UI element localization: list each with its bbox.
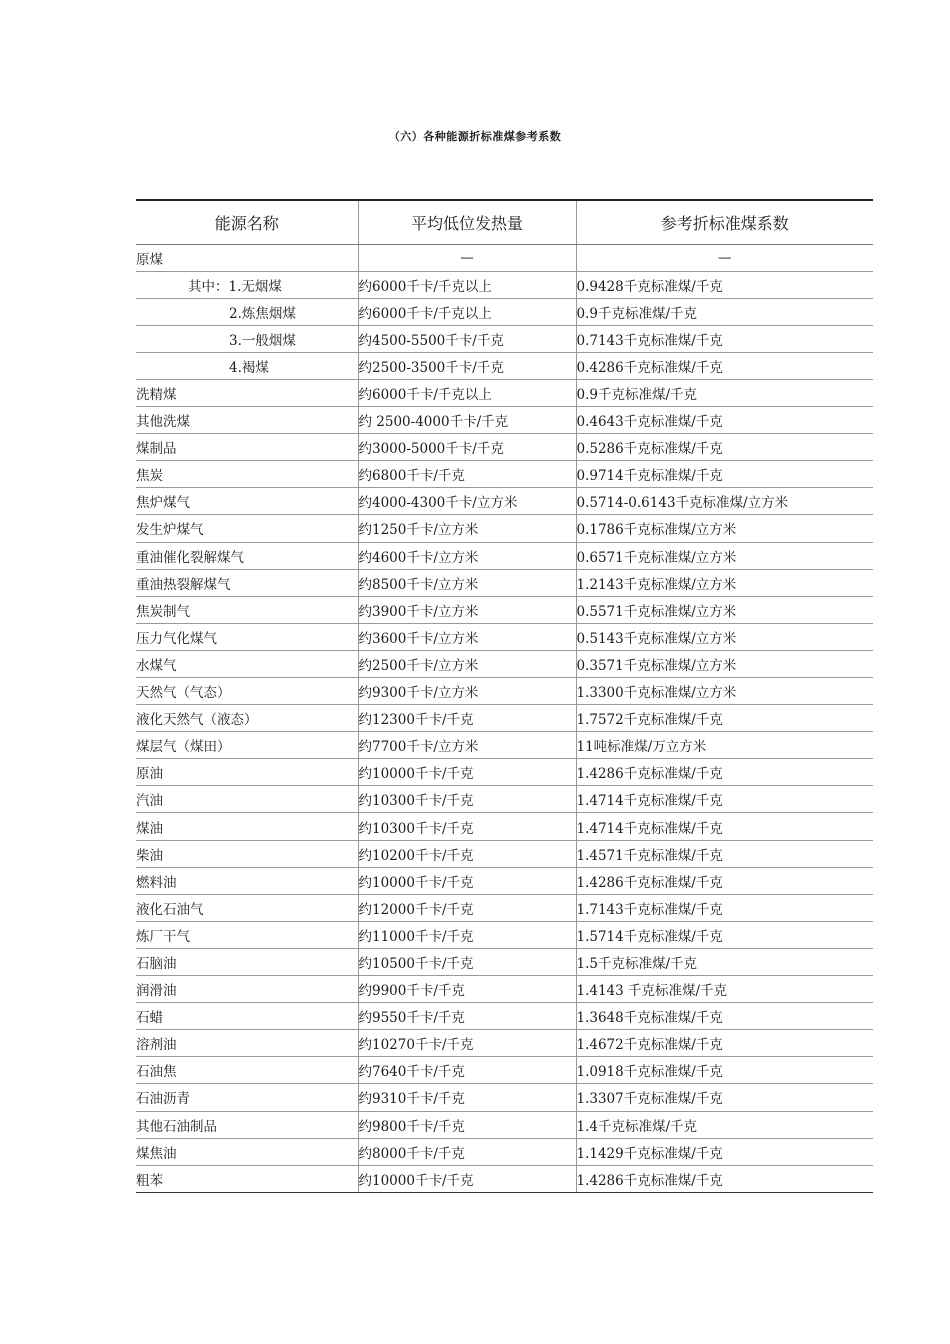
- heat-value-cell: —: [358, 244, 576, 271]
- energy-name-cell: 焦炉煤气: [136, 488, 358, 515]
- energy-name-cell: 压力气化煤气: [136, 623, 358, 650]
- heat-value-cell: 约10200千卡/千克: [358, 840, 576, 867]
- coal-coefficient-cell: 1.4286千克标准煤/千克: [576, 759, 873, 786]
- header-coal-coefficient: 参考折标准煤系数: [576, 200, 873, 244]
- heat-value-cell: 约9800千卡/千克: [358, 1111, 576, 1138]
- table-row: [136, 786, 873, 813]
- table-row: [136, 1138, 873, 1165]
- coal-coefficient-cell: 1.1429千克标准煤/千克: [576, 1138, 873, 1165]
- table-row: [136, 1003, 873, 1030]
- energy-name-cell: 洗精煤: [136, 379, 358, 406]
- table-row: [136, 705, 873, 732]
- coal-coefficient-cell: 1.4143 千克标准煤/千克: [576, 976, 873, 1003]
- coal-coefficient-cell: 1.0918千克标准煤/千克: [576, 1057, 873, 1084]
- heat-value-cell: 约6000千卡/千克以上: [358, 379, 576, 406]
- energy-name-cell: 重油催化裂解煤气: [136, 542, 358, 569]
- table-row: [136, 976, 873, 1003]
- coal-coefficient-cell: 0.5714-0.6143千克标准煤/立方米: [576, 488, 873, 515]
- coal-coefficient-cell: 0.9千克标准煤/千克: [576, 379, 873, 406]
- coal-coefficient-cell: 0.5286千克标准煤/千克: [576, 434, 873, 461]
- table-row: [136, 298, 873, 325]
- coal-coefficient-cell: 0.6571千克标准煤/立方米: [576, 542, 873, 569]
- heat-value-cell: 约10500千卡/千克: [358, 948, 576, 975]
- energy-name-cell: 粗苯: [136, 1165, 358, 1192]
- table-row: [136, 894, 873, 921]
- page-title: （六）各种能源折标准煤参考系数: [388, 130, 562, 143]
- energy-name-cell: 石脑油: [136, 948, 358, 975]
- energy-name-cell: 煤层气（煤田）: [136, 732, 358, 759]
- coal-coefficient-cell: 0.7143千克标准煤/千克: [576, 325, 873, 352]
- heat-value-cell: 约10000千卡/千克: [358, 867, 576, 894]
- table-row: [136, 921, 873, 948]
- heat-value-cell: 约10300千卡/千克: [358, 786, 576, 813]
- coal-coefficient-cell: 1.4714千克标准煤/千克: [576, 786, 873, 813]
- coal-coefficient-cell: 0.4286千克标准煤/千克: [576, 352, 873, 379]
- heat-value-cell: 约10000千卡/千克: [358, 759, 576, 786]
- energy-name-cell: 煤油: [136, 813, 358, 840]
- energy-name-cell: 3.一般烟煤: [136, 325, 358, 352]
- heat-value-cell: 约10000千卡/千克: [358, 1165, 576, 1192]
- table-row: [136, 325, 873, 352]
- heat-value-cell: 约1250千卡/立方米: [358, 515, 576, 542]
- energy-name-cell: 石油沥青: [136, 1084, 358, 1111]
- energy-name-cell: 煤焦油: [136, 1138, 358, 1165]
- energy-name-cell: 石油焦: [136, 1057, 358, 1084]
- heat-value-cell: 约8500千卡/立方米: [358, 569, 576, 596]
- heat-value-cell: 约6800千卡/千克: [358, 461, 576, 488]
- table-row: [136, 271, 873, 298]
- header-heat-value: 平均低位发热量: [358, 200, 576, 244]
- table-row: [136, 379, 873, 406]
- coal-coefficient-cell: 1.4672千克标准煤/千克: [576, 1030, 873, 1057]
- heat-value-cell: 约10270千卡/千克: [358, 1030, 576, 1057]
- table-row: [136, 650, 873, 677]
- coal-coefficient-cell: 1.5714千克标准煤/千克: [576, 921, 873, 948]
- coal-coefficient-cell: 0.9714千克标准煤/千克: [576, 461, 873, 488]
- table-row: [136, 1165, 873, 1192]
- table-row: [136, 948, 873, 975]
- coal-coefficient-cell: 1.2143千克标准煤/立方米: [576, 569, 873, 596]
- coal-coefficient-cell: 1.7572千克标准煤/千克: [576, 705, 873, 732]
- heat-value-cell: 约7700千卡/立方米: [358, 732, 576, 759]
- heat-value-cell: 约4500-5500千卡/千克: [358, 325, 576, 352]
- coal-coefficient-cell: 0.5143千克标准煤/立方米: [576, 623, 873, 650]
- heat-value-cell: 约7640千卡/千克: [358, 1057, 576, 1084]
- heat-value-cell: 约9310千卡/千克: [358, 1084, 576, 1111]
- header-energy-name: 能源名称: [136, 200, 358, 244]
- energy-name-cell: 发生炉煤气: [136, 515, 358, 542]
- coal-coefficient-cell: 0.9428千克标准煤/千克: [576, 271, 873, 298]
- coal-coefficient-cell: 0.5571千克标准煤/立方米: [576, 596, 873, 623]
- table-row: [136, 1084, 873, 1111]
- table-row: [136, 461, 873, 488]
- heat-value-cell: 约 2500-4000千卡/千克: [358, 407, 576, 434]
- table-row: [136, 569, 873, 596]
- table-row: [136, 407, 873, 434]
- coal-coefficient-cell: 0.4643千克标准煤/千克: [576, 407, 873, 434]
- heat-value-cell: 约9300千卡/立方米: [358, 678, 576, 705]
- energy-name-cell: 天然气（气态）: [136, 678, 358, 705]
- energy-name-cell: 润滑油: [136, 976, 358, 1003]
- heat-value-cell: 约8000千卡/千克: [358, 1138, 576, 1165]
- table-row: [136, 596, 873, 623]
- table-row: [136, 1057, 873, 1084]
- table-body: [136, 244, 873, 1192]
- table-row: [136, 840, 873, 867]
- energy-name-cell: 溶剂油: [136, 1030, 358, 1057]
- table-row: [136, 244, 873, 271]
- energy-name-cell: 原煤: [136, 244, 358, 271]
- coal-conversion-table: [136, 199, 873, 1193]
- heat-value-cell: 约9900千卡/千克: [358, 976, 576, 1003]
- energy-name-cell: 焦炭制气: [136, 596, 358, 623]
- table-row: [136, 434, 873, 461]
- energy-name-cell: 燃料油: [136, 867, 358, 894]
- coal-coefficient-cell: 1.3648千克标准煤/千克: [576, 1003, 873, 1030]
- energy-name-cell: 焦炭: [136, 461, 358, 488]
- heat-value-cell: 约10300千卡/千克: [358, 813, 576, 840]
- coal-coefficient-cell: 0.1786千克标准煤/立方米: [576, 515, 873, 542]
- heat-value-cell: 约6000千卡/千克以上: [358, 271, 576, 298]
- coal-coefficient-cell: 1.4286千克标准煤/千克: [576, 1165, 873, 1192]
- coal-coefficient-cell: 1.4286千克标准煤/千克: [576, 867, 873, 894]
- heat-value-cell: 约3000-5000千卡/千克: [358, 434, 576, 461]
- coal-coefficient-cell: 1.4714千克标准煤/千克: [576, 813, 873, 840]
- energy-name-cell: 原油: [136, 759, 358, 786]
- heat-value-cell: 约12300千卡/千克: [358, 705, 576, 732]
- table-row: [136, 759, 873, 786]
- heat-value-cell: 约3900千卡/立方米: [358, 596, 576, 623]
- energy-name-cell: 重油热裂解煤气: [136, 569, 358, 596]
- table-header-row: [136, 200, 873, 244]
- heat-value-cell: 约3600千卡/立方米: [358, 623, 576, 650]
- heat-value-cell: 约6000千卡/千克以上: [358, 298, 576, 325]
- energy-name-cell: 4.褐煤: [136, 352, 358, 379]
- table-row: [136, 678, 873, 705]
- energy-name-cell: 其他洗煤: [136, 407, 358, 434]
- table-row: [136, 515, 873, 542]
- table-row: [136, 488, 873, 515]
- energy-name-cell: 煤制品: [136, 434, 358, 461]
- coal-coefficient-cell: 1.5千克标准煤/千克: [576, 948, 873, 975]
- table-row: [136, 352, 873, 379]
- table-row: [136, 867, 873, 894]
- energy-name-cell: 炼厂干气: [136, 921, 358, 948]
- energy-name-cell: 其中：1.无烟煤: [136, 271, 358, 298]
- table-row: [136, 1030, 873, 1057]
- energy-name-cell: 其他石油制品: [136, 1111, 358, 1138]
- energy-name-cell: 液化天然气（液态）: [136, 705, 358, 732]
- heat-value-cell: 约12000千卡/千克: [358, 894, 576, 921]
- heat-value-cell: 约2500-3500千卡/千克: [358, 352, 576, 379]
- heat-value-cell: 约4000-4300千卡/立方米: [358, 488, 576, 515]
- coal-coefficient-cell: 1.7143千克标准煤/千克: [576, 894, 873, 921]
- energy-name-cell: 石蜡: [136, 1003, 358, 1030]
- heat-value-cell: 约11000千卡/千克: [358, 921, 576, 948]
- heat-value-cell: 约9550千卡/千克: [358, 1003, 576, 1030]
- coal-coefficient-cell: —: [576, 244, 873, 271]
- coal-coefficient-cell: 11吨标准煤/万立方米: [576, 732, 873, 759]
- coal-coefficient-cell: 1.3300千克标准煤/立方米: [576, 678, 873, 705]
- table-row: [136, 542, 873, 569]
- coal-coefficient-cell: 0.3571千克标准煤/立方米: [576, 650, 873, 677]
- energy-name-cell: 水煤气: [136, 650, 358, 677]
- coal-coefficient-cell: 1.4571千克标准煤/千克: [576, 840, 873, 867]
- coal-coefficient-cell: 1.3307千克标准煤/千克: [576, 1084, 873, 1111]
- table-row: [136, 623, 873, 650]
- energy-name-cell: 汽油: [136, 786, 358, 813]
- energy-name-cell: 液化石油气: [136, 894, 358, 921]
- coal-coefficient-cell: 1.4千克标准煤/千克: [576, 1111, 873, 1138]
- heat-value-cell: 约4600千卡/立方米: [358, 542, 576, 569]
- heat-value-cell: 约2500千卡/立方米: [358, 650, 576, 677]
- coal-coefficient-cell: 0.9千克标准煤/千克: [576, 298, 873, 325]
- table-row: [136, 813, 873, 840]
- table-row: [136, 732, 873, 759]
- energy-name-cell: 柴油: [136, 840, 358, 867]
- table-row: [136, 1111, 873, 1138]
- energy-name-cell: 2.炼焦烟煤: [136, 298, 358, 325]
